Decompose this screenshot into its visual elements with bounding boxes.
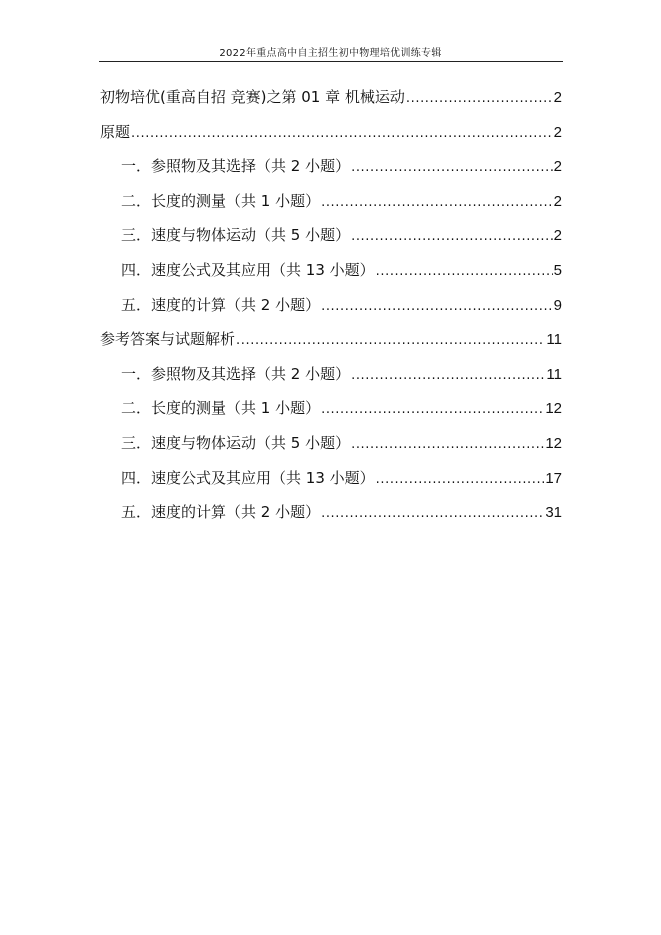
toc-entry-page: 2 xyxy=(553,158,562,176)
toc-dot-leader xyxy=(321,299,553,314)
toc-entry-page: 12 xyxy=(545,400,562,418)
toc-entry-answers[interactable] xyxy=(100,328,562,363)
toc-dot-leader xyxy=(376,472,545,487)
toc-entry-page: 5 xyxy=(553,261,562,279)
toc-entry-title: 四．速度公式及其应用（共 13 小题） xyxy=(121,468,375,487)
toc-entry-answers-speed-calculation[interactable] xyxy=(100,501,562,536)
toc-entry-page: 2 xyxy=(553,123,562,141)
toc-dot-leader xyxy=(376,264,553,279)
toc-entry-original-questions[interactable] xyxy=(100,121,562,156)
toc-entry-answers-speed-formula[interactable] xyxy=(100,467,562,502)
toc-entry-speed-calculation[interactable] xyxy=(100,294,562,329)
toc-entry-title: 二．长度的测量（共 1 小题） xyxy=(121,399,321,418)
toc-entry-page: 17 xyxy=(545,469,562,487)
toc-entry-title: 三．速度与物体运动（共 5 小题） xyxy=(121,226,351,245)
toc-entry-title: 原题 xyxy=(100,122,131,141)
toc-entry-title: 二．长度的测量（共 1 小题） xyxy=(121,191,321,210)
header-divider xyxy=(99,61,563,62)
toc-entry-speed-formula[interactable] xyxy=(100,259,562,294)
toc-entry-page: 2 xyxy=(553,192,562,210)
toc-entry-page: 9 xyxy=(553,296,562,314)
toc-entry-page: 11 xyxy=(546,365,562,383)
toc-entry-page: 2 xyxy=(553,89,562,106)
toc-entry-reference-frame[interactable] xyxy=(100,155,562,190)
toc-entry-answers-reference-frame[interactable] xyxy=(100,363,562,398)
toc-entry-page: 2 xyxy=(553,227,562,245)
toc-entry-answers-length-measurement[interactable] xyxy=(100,397,562,432)
toc-entry-title: 五．速度的计算（共 2 小题） xyxy=(121,295,321,314)
toc-entry-page: 12 xyxy=(545,434,562,452)
toc-entry-title: 初物培优(重高自招 竞赛)之第 01 章 机械运动 xyxy=(100,88,405,106)
toc-entry-page: 11 xyxy=(546,331,562,349)
toc-dot-leader xyxy=(406,91,553,106)
toc-entry-title: 四．速度公式及其应用（共 13 小题） xyxy=(121,260,375,279)
toc-dot-leader xyxy=(236,333,545,348)
toc-dot-leader xyxy=(351,437,544,452)
toc-dot-leader xyxy=(351,368,545,383)
toc-dot-leader xyxy=(351,160,553,175)
toc-entry-speed-and-motion[interactable] xyxy=(100,224,562,259)
toc-entry-length-measurement[interactable] xyxy=(100,190,562,225)
toc-entry-title: 一．参照物及其选择（共 2 小题） xyxy=(121,157,351,176)
toc-dot-leader xyxy=(351,229,553,244)
toc-entry-title: 参考答案与试题解析 xyxy=(100,330,236,349)
page-header-title: 2022年重点高中自主招生初中物理培优训练专辑 xyxy=(219,48,442,59)
toc-entry-title: 三．速度与物体运动（共 5 小题） xyxy=(121,433,351,452)
toc-entry-title: 一．参照物及其选择（共 2 小题） xyxy=(121,364,351,383)
toc-dot-leader xyxy=(321,402,544,417)
toc-entry-title: 五．速度的计算（共 2 小题） xyxy=(121,503,321,522)
toc-entry-answers-speed-and-motion[interactable] xyxy=(100,432,562,467)
table-of-contents xyxy=(100,86,562,536)
toc-dot-leader xyxy=(321,195,553,210)
toc-dot-leader xyxy=(321,506,544,521)
toc-entry-chapter[interactable] xyxy=(100,86,562,121)
toc-dot-leader xyxy=(131,126,553,141)
toc-entry-page: 31 xyxy=(545,504,562,522)
